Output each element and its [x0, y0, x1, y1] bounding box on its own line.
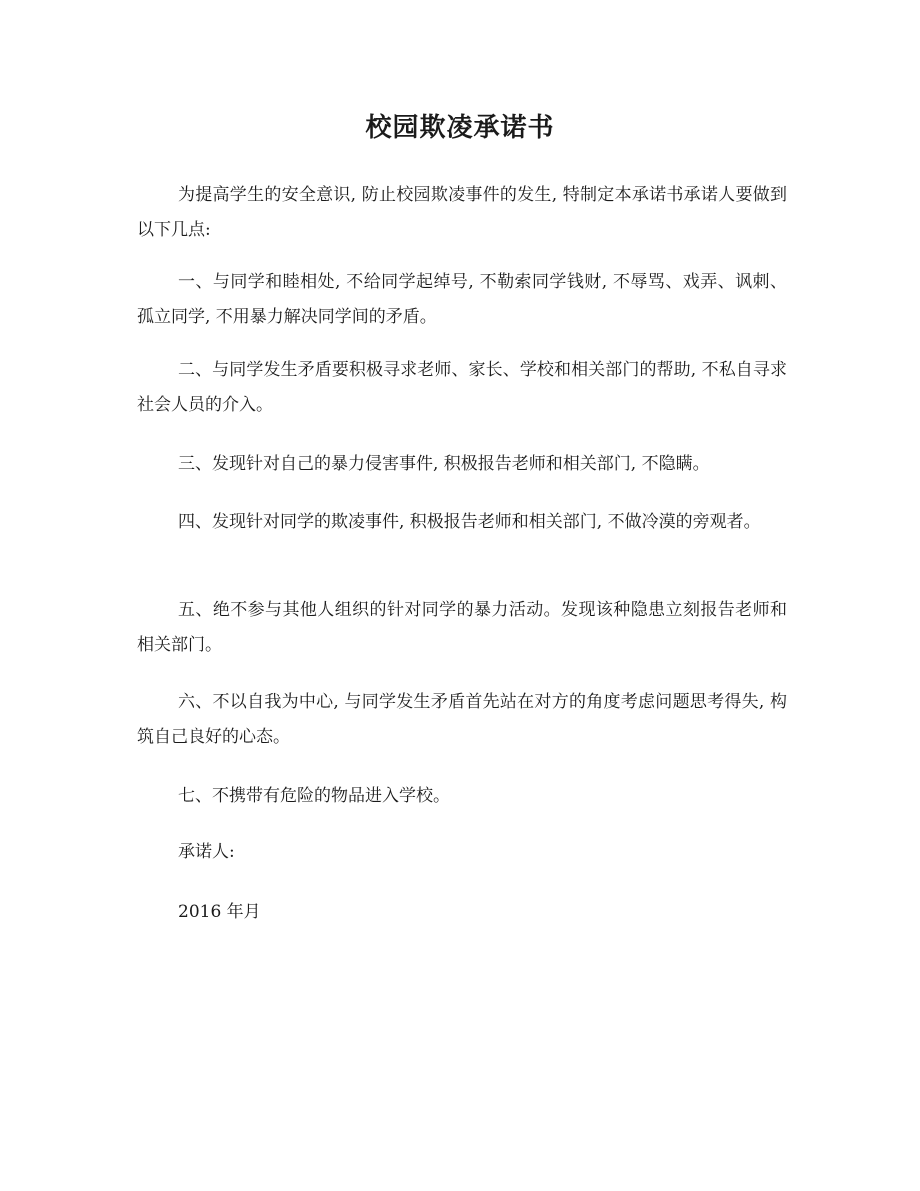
date-line: 2016 年月	[178, 902, 261, 922]
document-title: 校园欺凌承诺书	[365, 113, 555, 143]
pledge-item-4: 四、发现针对同学的欺凌事件, 积极报告老师和相关部门, 不做冷漠的旁观者。	[178, 512, 761, 532]
pledge-item-3: 三、发现针对自己的暴力侵害事件, 积极报告老师和相关部门, 不隐瞒。	[178, 454, 710, 474]
intro-paragraph: 为提高学生的安全意识, 防止校园欺凌事件的发生, 特制定本承诺书承诺人要做到以下几点:	[137, 185, 787, 240]
pledge-item-7: 七、不携带有危险的物品进入学校。	[178, 786, 450, 806]
signer-label: 承诺人:	[178, 842, 235, 862]
pledge-item-1: 一、与同学和睦相处, 不给同学起绰号, 不勒索同学钱财, 不辱骂、戏弄、讽刺、孤立同学, 不用暴力解决同学间的矛盾。	[137, 272, 787, 327]
pledge-item-5: 五、绝不参与其他人组织的针对同学的暴力活动。发现该种隐患立刻报告老师和相关部门。	[137, 600, 787, 655]
pledge-item-6: 六、不以自我为中心, 与同学发生矛盾首先站在对方的角度考虑问题思考得失, 构筑自己良好的心态。	[137, 692, 787, 747]
pledge-item-2: 二、与同学发生矛盾要积极寻求老师、家长、学校和相关部门的帮助, 不私自寻求社会人员的介入。	[137, 360, 787, 415]
